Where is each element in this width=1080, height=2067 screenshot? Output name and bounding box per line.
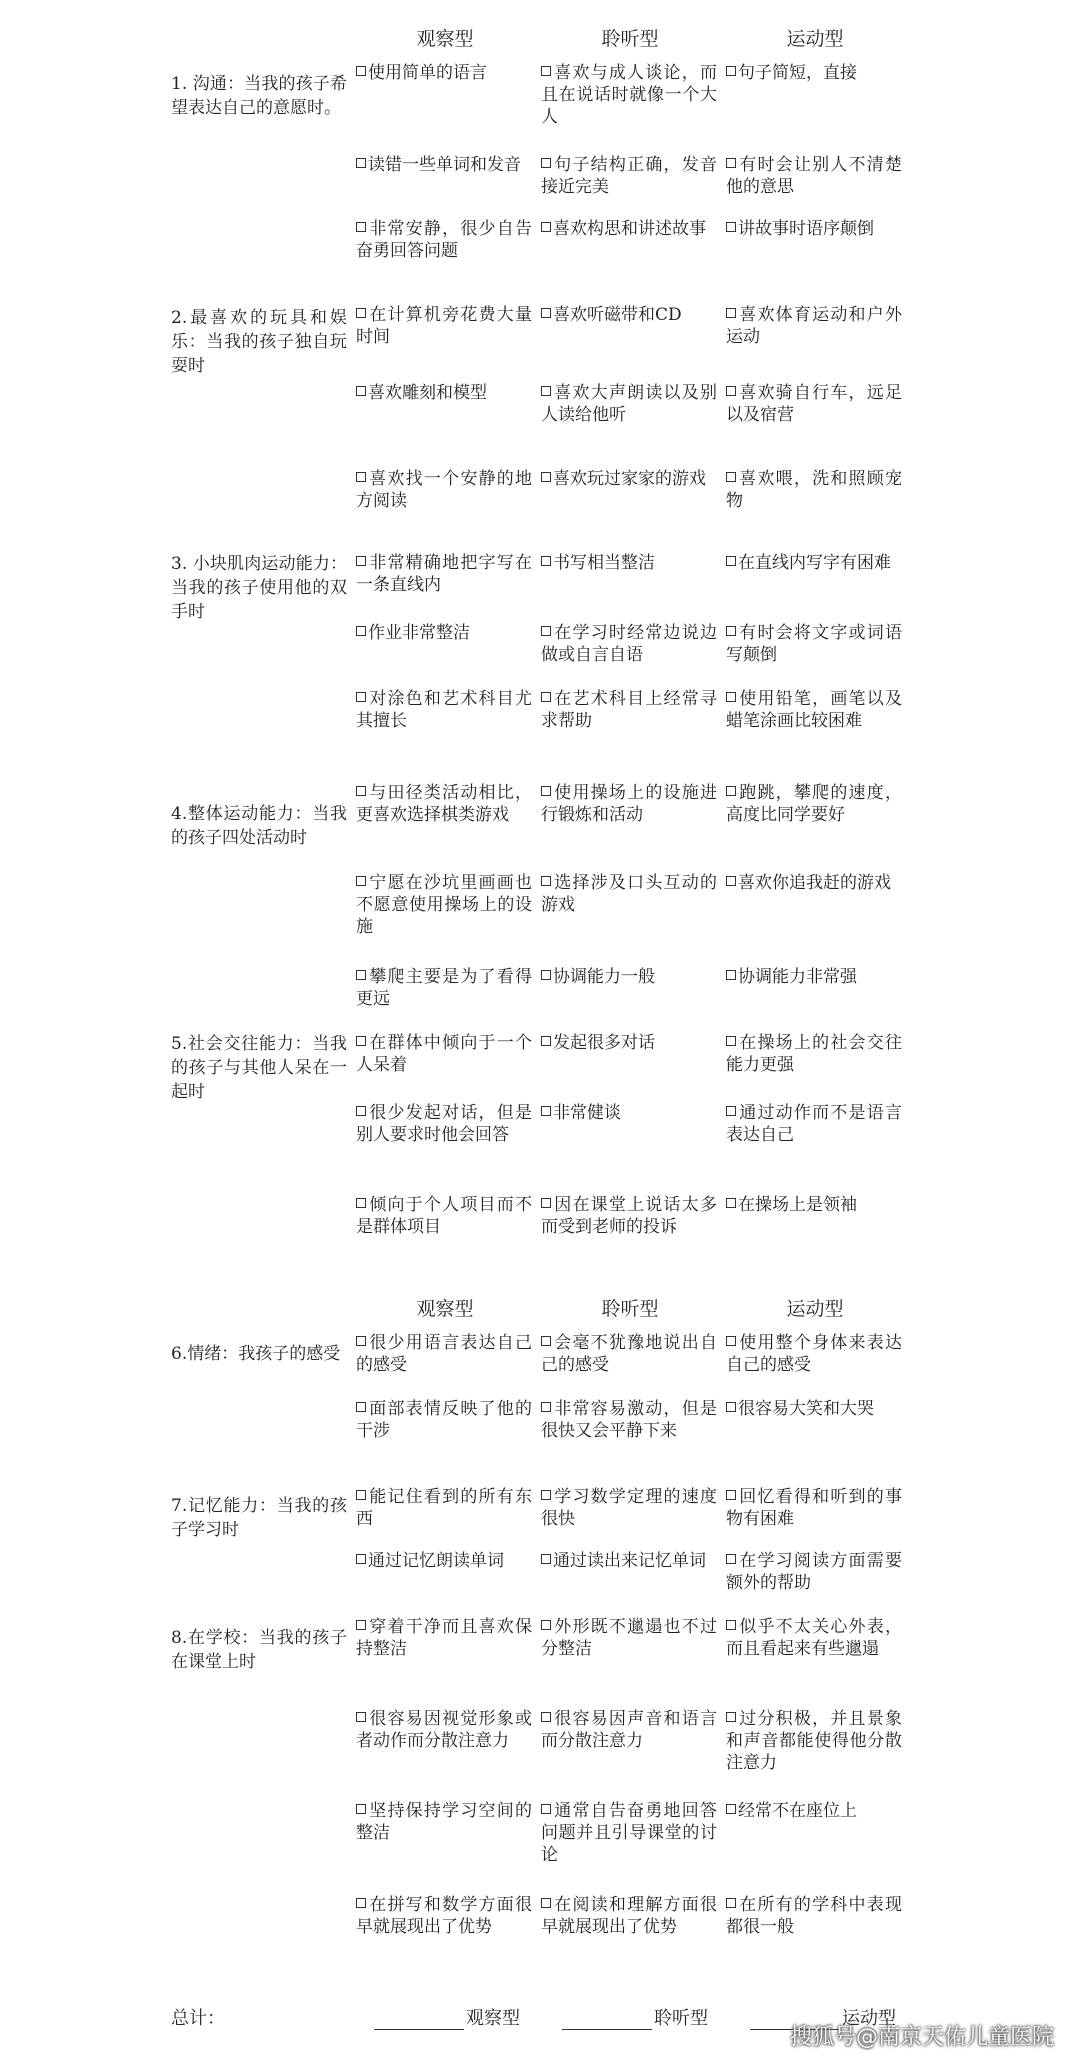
- option-cell[interactable]: 很少用语言表达自己的感受: [356, 1333, 532, 1375]
- option-cell[interactable]: 通过动作而不是语言表达自己: [726, 1103, 902, 1145]
- column-header-move: 运动型: [786, 1298, 844, 1320]
- checkbox-icon[interactable]: [356, 1036, 366, 1046]
- checkbox-icon[interactable]: [726, 1804, 736, 1814]
- option-cell[interactable]: 倾向于个人项目而不是群体项目: [356, 1195, 532, 1237]
- option-cell[interactable]: 外形既不邋遢也不过分整洁: [541, 1617, 717, 1659]
- total-move[interactable]: 运动型: [750, 2004, 896, 2030]
- checkbox-icon[interactable]: [356, 1898, 366, 1908]
- checkbox-icon[interactable]: [541, 1554, 551, 1564]
- option-cell[interactable]: 使用操场上的设施进行锻炼和活动: [541, 783, 717, 825]
- option-cell[interactable]: 喜欢与成人谈论，而且在说话时就像一个大人: [541, 63, 717, 127]
- checkbox-icon[interactable]: [541, 1402, 551, 1412]
- checkbox-icon[interactable]: [541, 970, 551, 980]
- question-label: 7.记忆能力：当我的孩子学习时: [171, 1496, 347, 1540]
- option-cell[interactable]: 使用整个身体来表达自己的感受: [726, 1333, 902, 1375]
- checkbox-icon[interactable]: [356, 1554, 366, 1564]
- checkbox-icon[interactable]: [356, 1198, 366, 1208]
- option-cell[interactable]: 会毫不犹豫地说出自己的感受: [541, 1333, 717, 1375]
- checkbox-icon[interactable]: [726, 308, 736, 318]
- option-cell[interactable]: 在直线内写字有困难: [726, 552, 902, 574]
- option-cell[interactable]: 面部表情反映了他的干涉: [356, 1399, 532, 1441]
- option-cell[interactable]: 跑跳，攀爬的速度，高度比同学要好: [726, 783, 902, 825]
- option-cell[interactable]: 在所有的学科中表现都很一般: [726, 1895, 902, 1937]
- option-cell[interactable]: 句子简短，直接: [726, 62, 902, 84]
- checkbox-icon[interactable]: [356, 692, 366, 702]
- totals-label: 总计：: [171, 2008, 225, 2029]
- checkbox-icon[interactable]: [541, 1898, 551, 1908]
- option-cell[interactable]: 协调能力一般: [541, 966, 717, 988]
- checkbox-icon[interactable]: [726, 692, 736, 702]
- checkbox-icon[interactable]: [356, 308, 366, 318]
- checkbox-icon[interactable]: [356, 1106, 366, 1116]
- checkbox-icon[interactable]: [726, 472, 736, 482]
- column-header-observe: 观察型: [416, 1298, 474, 1320]
- checkbox-icon[interactable]: [541, 1712, 551, 1722]
- option-cell[interactable]: 喜欢雕刻和模型: [356, 382, 532, 404]
- option-cell[interactable]: 发起很多对话: [541, 1032, 717, 1054]
- option-cell[interactable]: 喜欢听磁带和CD: [541, 304, 717, 326]
- option-cell[interactable]: 喜欢骑自行车，远足以及宿营: [726, 383, 902, 425]
- checkbox-icon[interactable]: [356, 1712, 366, 1722]
- checkbox-icon[interactable]: [726, 386, 736, 396]
- checkbox-icon[interactable]: [541, 1198, 551, 1208]
- option-cell[interactable]: 喜欢大声朗读以及别人读给他听: [541, 383, 717, 425]
- checkbox-icon[interactable]: [541, 786, 551, 796]
- checkbox-icon[interactable]: [356, 876, 366, 886]
- question-label: 8.在学校：当我的孩子在课堂上时: [171, 1628, 347, 1672]
- option-cell[interactable]: 喜欢玩过家家的游戏: [541, 468, 717, 490]
- option-cell[interactable]: 在学习阅读方面需要额外的帮助: [726, 1551, 902, 1593]
- checkbox-icon[interactable]: [356, 1490, 366, 1500]
- watermark: 搜狐号@南京天佑儿童医院: [789, 2025, 1054, 2050]
- question-label: 6.情绪：我孩子的感受: [171, 1344, 341, 1364]
- checkbox-icon[interactable]: [726, 1554, 736, 1564]
- checkbox-icon[interactable]: [726, 1402, 736, 1412]
- option-cell[interactable]: 协调能力非常强: [726, 966, 902, 988]
- option-cell[interactable]: 似乎不太关心外表，而且看起来有些邋遢: [726, 1617, 902, 1659]
- checkbox-icon[interactable]: [726, 1490, 736, 1500]
- question-label: 5.社会交往能力：当我的孩子与其他人呆在一起时: [171, 1034, 347, 1102]
- option-cell[interactable]: 喜欢你追我赶的游戏: [726, 872, 902, 894]
- checkbox-icon[interactable]: [726, 1036, 736, 1046]
- option-cell[interactable]: 喜欢构思和讲述故事: [541, 218, 717, 240]
- option-cell[interactable]: 很少发起对话，但是别人要求时他会回答: [356, 1103, 532, 1145]
- checkbox-icon[interactable]: [726, 786, 736, 796]
- total-blank[interactable]: [562, 2011, 652, 2030]
- option-cell[interactable]: 能记住看到的所有东西: [356, 1487, 532, 1529]
- option-cell[interactable]: 在群体中倾向于一个人呆着: [356, 1033, 532, 1075]
- option-cell[interactable]: 选择涉及口头互动的游戏: [541, 873, 717, 915]
- checkbox-icon[interactable]: [726, 876, 736, 886]
- option-cell[interactable]: 在操场上是领袖: [726, 1194, 902, 1216]
- option-cell[interactable]: 有时会将文字或词语写颠倒: [726, 623, 902, 665]
- option-cell[interactable]: 通过记忆朗读单词: [356, 1550, 532, 1572]
- option-cell[interactable]: 讲故事时语序颠倒: [726, 218, 902, 240]
- column-header-move: 运动型: [786, 28, 844, 50]
- total-listen[interactable]: 聆听型: [562, 2004, 708, 2030]
- checkbox-icon[interactable]: [726, 1198, 736, 1208]
- option-cell[interactable]: 在阅读和理解方面很早就展现出了优势: [541, 1895, 717, 1937]
- option-cell[interactable]: 很容易因视觉形象或者动作而分散注意力: [356, 1709, 532, 1751]
- checkbox-icon[interactable]: [541, 1620, 551, 1630]
- option-cell[interactable]: 在操场上的社会交往能力更强: [726, 1033, 902, 1075]
- option-cell[interactable]: 坚持保持学习空间的整洁: [356, 1801, 532, 1843]
- checkbox-icon[interactable]: [356, 158, 366, 168]
- option-cell[interactable]: 过分积极，并且景象和声音都能使得他分散注意力: [726, 1709, 902, 1773]
- checkbox-icon[interactable]: [541, 626, 551, 636]
- question-label: 4.整体运动能力：当我的孩子四处活动时: [171, 804, 347, 848]
- checkbox-icon[interactable]: [541, 1106, 551, 1116]
- option-cell[interactable]: 因在课堂上说话太多而受到老师的投诉: [541, 1195, 717, 1237]
- checkbox-icon[interactable]: [541, 158, 551, 168]
- checkbox-icon[interactable]: [356, 1336, 366, 1346]
- option-cell[interactable]: 回忆看得和听到的事物有困难: [726, 1487, 902, 1529]
- option-cell[interactable]: 喜欢喂，洗和照顾宠物: [726, 469, 902, 511]
- question-label: 3. 小块肌肉运动能力：当我的孩子使用他的双手时: [171, 554, 347, 622]
- checkbox-icon[interactable]: [726, 66, 736, 76]
- checkbox-icon[interactable]: [726, 1336, 736, 1346]
- checkbox-icon[interactable]: [541, 1036, 551, 1046]
- option-cell[interactable]: 在学习时经常边说边做或自言自语: [541, 623, 717, 665]
- option-cell[interactable]: 与田径类活动相比，更喜欢选择棋类游戏: [356, 783, 532, 825]
- option-cell[interactable]: 穿着干净而且喜欢保持整洁: [356, 1617, 532, 1659]
- option-cell[interactable]: 在拼写和数学方面很早就展现出了优势: [356, 1895, 532, 1937]
- column-header-observe: 观察型: [416, 28, 474, 50]
- option-cell[interactable]: 非常容易激动，但是很快又会平静下来: [541, 1399, 717, 1441]
- option-cell[interactable]: 很容易大笑和大哭: [726, 1398, 902, 1420]
- total-blank[interactable]: [374, 2011, 464, 2030]
- option-cell[interactable]: 攀爬主要是为了看得更远: [356, 967, 532, 1009]
- option-cell[interactable]: 在艺术科目上经常寻求帮助: [541, 689, 717, 731]
- option-cell[interactable]: 作业非常整洁: [356, 622, 532, 644]
- total-observe[interactable]: 观察型: [374, 2004, 520, 2030]
- checkbox-icon[interactable]: [726, 970, 736, 980]
- option-cell[interactable]: 学习数学定理的速度很快: [541, 1487, 717, 1529]
- column-header-listen: 聆听型: [601, 28, 659, 50]
- option-cell[interactable]: 通常自告奋勇地回答问题并且引导课堂的讨论: [541, 1801, 717, 1865]
- question-label: 1. 沟通：当我的孩子希望表达自己的意愿时。: [171, 74, 347, 118]
- checkbox-icon[interactable]: [541, 1336, 551, 1346]
- checkbox-icon[interactable]: [541, 556, 551, 566]
- checkbox-icon[interactable]: [541, 386, 551, 396]
- option-cell[interactable]: 通过读出来记忆单词: [541, 1550, 717, 1572]
- option-cell[interactable]: 书写相当整洁: [541, 552, 717, 574]
- option-cell[interactable]: 使用简单的语言: [356, 62, 532, 84]
- checkbox-icon[interactable]: [356, 556, 366, 566]
- checkbox-icon[interactable]: [726, 556, 736, 566]
- option-cell[interactable]: 句子结构正确，发音接近完美: [541, 155, 717, 197]
- checkbox-icon[interactable]: [726, 222, 736, 232]
- option-cell[interactable]: 使用铅笔，画笔以及蜡笔涂画比较困难: [726, 689, 902, 731]
- option-cell[interactable]: 宁愿在沙坑里画画也不愿意使用操场上的设施: [356, 873, 532, 937]
- option-cell[interactable]: 对涂色和艺术科目尤其擅长: [356, 689, 532, 731]
- question-label: 2.最喜欢的玩具和娱乐：当我的孩子独自玩耍时: [171, 308, 347, 376]
- checkbox-icon[interactable]: [356, 970, 366, 980]
- checkbox-icon[interactable]: [356, 66, 366, 76]
- option-cell[interactable]: 读错一些单词和发音: [356, 154, 532, 176]
- checkbox-icon[interactable]: [541, 876, 551, 886]
- checkbox-icon[interactable]: [356, 786, 366, 796]
- checkbox-icon[interactable]: [356, 1402, 366, 1412]
- checkbox-icon[interactable]: [726, 1620, 736, 1630]
- option-cell[interactable]: 非常安静，很少自告奋勇回答问题: [356, 219, 532, 261]
- option-cell[interactable]: 经常不在座位上: [726, 1800, 902, 1822]
- checkbox-icon[interactable]: [541, 1490, 551, 1500]
- checkbox-icon[interactable]: [541, 1804, 551, 1814]
- checkbox-icon[interactable]: [726, 1898, 736, 1908]
- checkbox-icon[interactable]: [356, 1620, 366, 1630]
- option-cell[interactable]: 很容易因声音和语言而分散注意力: [541, 1709, 717, 1751]
- checkbox-icon[interactable]: [726, 1106, 736, 1116]
- checkbox-icon[interactable]: [726, 1712, 736, 1722]
- option-cell[interactable]: 非常健谈: [541, 1102, 717, 1124]
- checkbox-icon[interactable]: [726, 626, 736, 636]
- checkbox-icon[interactable]: [541, 692, 551, 702]
- checkbox-icon[interactable]: [541, 222, 551, 232]
- option-cell[interactable]: 喜欢体育运动和户外运动: [726, 305, 902, 347]
- checkbox-icon[interactable]: [541, 472, 551, 482]
- option-cell[interactable]: 非常精确地把字写在一条直线内: [356, 553, 532, 595]
- option-cell[interactable]: 在计算机旁花费大量时间: [356, 305, 532, 347]
- checkbox-icon[interactable]: [541, 66, 551, 76]
- checkbox-icon[interactable]: [356, 626, 366, 636]
- column-header-listen: 聆听型: [601, 1298, 659, 1320]
- option-cell[interactable]: 喜欢找一个安静的地方阅读: [356, 469, 532, 511]
- checkbox-icon[interactable]: [541, 308, 551, 318]
- checkbox-icon[interactable]: [356, 472, 366, 482]
- checkbox-icon[interactable]: [356, 222, 366, 232]
- option-cell[interactable]: 有时会让别人不清楚他的意思: [726, 155, 902, 197]
- checkbox-icon[interactable]: [356, 386, 366, 396]
- checkbox-icon[interactable]: [356, 1804, 366, 1814]
- checkbox-icon[interactable]: [726, 158, 736, 168]
